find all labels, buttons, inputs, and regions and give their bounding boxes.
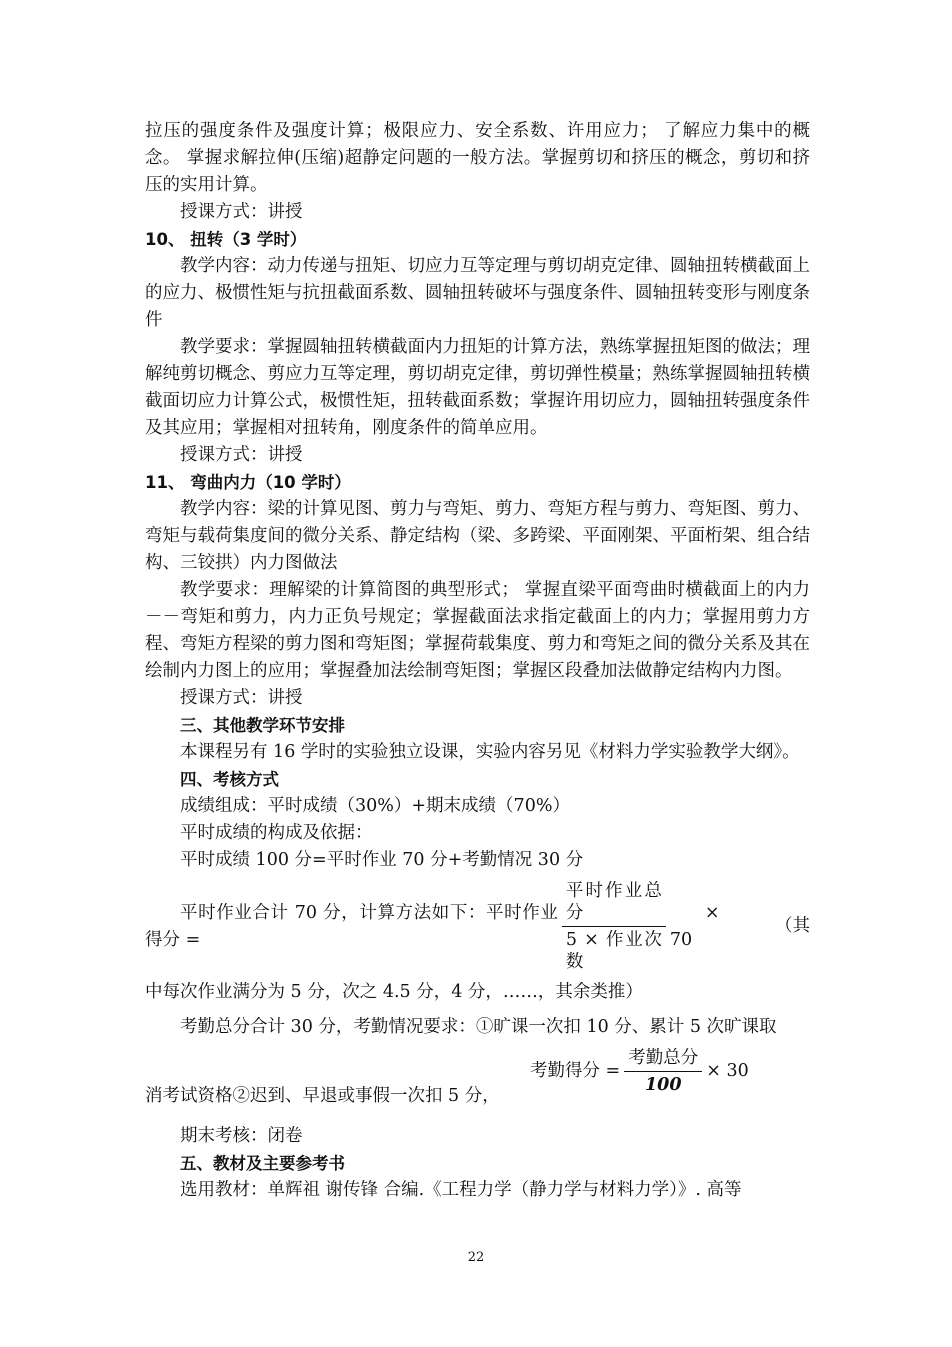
grade-composition: 成绩组成：平时成绩（30%）+期末成绩（70%） bbox=[180, 796, 570, 816]
page-number: 22 bbox=[467, 1250, 485, 1265]
paragraph-tension: 拉压的强度条件及强度计算；极限应力、安全系数、许用应力； 了解应力集中的概念。 掌握求解拉伸(压缩)超静定问题的一般方法。掌握剪切和挤压的概念，剪切和挤压的实用计算。 bbox=[145, 121, 810, 195]
teaching-method: 授课方式：讲授 bbox=[180, 202, 303, 222]
homework-denominator: 5 × 作业次数 bbox=[565, 930, 662, 972]
homework-formula-suffix: （其 bbox=[775, 916, 810, 936]
homework-continuation: 中每次作业满分为 5 分，次之 4.5 分，4 分，……，其余类推） bbox=[145, 982, 643, 1002]
attendance-multiplier: × 30 bbox=[706, 1061, 749, 1081]
document-body bbox=[145, 118, 810, 1204]
other-arrangements: 本课程另有 16 学时的实验独立设课，实验内容另见《材料力学实验教学大纲》。 bbox=[180, 742, 800, 762]
homework-multiplier: × 70 bbox=[669, 902, 720, 950]
teaching-method: 授课方式：讲授 bbox=[180, 445, 303, 465]
bending-content: 教学内容：梁的计算见图、剪力与弯矩、剪力、弯矩方程与剪力、弯矩图、剪力、弯矩与载荷集度间的微分关系、静定结构（梁、多跨梁、平面刚架、平面桁架、组合结构、三铰拱）内力图做法 bbox=[145, 499, 810, 573]
attendance-denominator: 100 bbox=[644, 1075, 682, 1095]
attendance-fraction bbox=[624, 1047, 702, 1096]
section-heading-textbooks: 五、教材及主要参考书 bbox=[180, 1154, 345, 1173]
textbook: 选用教材：单辉祖 谢传锋 合编.《工程力学（静力学与材料力学）》. 高等 bbox=[180, 1180, 742, 1200]
grade-formula: 平时成绩 100 分=平时作业 70 分+考勤情况 30 分 bbox=[180, 850, 584, 870]
section-heading-assessment: 四、考核方式 bbox=[180, 770, 279, 789]
section-heading-other: 三、其他教学环节安排 bbox=[180, 716, 345, 735]
section-heading-torsion: 10、 扭转（3 学时） bbox=[145, 230, 307, 249]
torsion-content: 教学内容：动力传递与扭矩、切应力互等定理与剪切胡克定律、圆轴扭转横截面上的应力、极惯性矩与抗扭截面系数、圆轴扭转破坏与强度条件、圆轴扭转变形与刚度条件 bbox=[145, 256, 810, 330]
section-heading-bending: 11、 弯曲内力（10 学时） bbox=[145, 473, 351, 492]
attendance-rules: 考勤总分合计 30 分，考勤情况要求：①旷课一次扣 10 分、累计 5 次旷课取 bbox=[180, 1017, 777, 1037]
final-exam: 期末考核：闭卷 bbox=[180, 1126, 303, 1146]
homework-formula-prefix: 平时作业合计 70 分，计算方法如下：平时作业得分 = bbox=[145, 902, 558, 950]
bending-requirements: 教学要求：理解梁的计算简图的典型形式； 掌握直梁平面弯曲时横截面上的内力－－弯矩和剪力，内力正负号规定；掌握截面法求指定截面上的内力；掌握用剪力方程、弯矩方程梁的剪力图和弯矩图；掌握荷载集度、剪力和弯矩之间的微分关系及其在绘制内力图上的应用；掌握叠加法绘制弯矩图；掌握区段叠加法做静定结构内力图。 bbox=[145, 580, 810, 681]
grade-basis: 平时成绩的构成及依据： bbox=[180, 823, 373, 843]
attendance-numerator: 考勤总分 bbox=[624, 1047, 702, 1072]
attendance-rules-continued: 消考试资格②迟到、早退或事假一次扣 5 分， bbox=[145, 1086, 500, 1106]
torsion-requirements: 教学要求：掌握圆轴扭转横截面内力扭矩的计算方法，熟练掌握扭矩图的做法；理解纯剪切概念、剪应力互等定理，剪切胡克定律，剪切弹性模量；熟练掌握圆轴扭转横截面切应力计算公式，极惯性矩，扭转截面系数；掌握许用切应力，圆轴扭转强度条件及其应用；掌握相对扭转角，刚度条件的简单应用。 bbox=[145, 337, 810, 438]
attendance-formula bbox=[530, 1047, 749, 1096]
attendance-formula-prefix: 考勤得分 = bbox=[530, 1061, 621, 1081]
homework-formula bbox=[145, 880, 810, 973]
homework-fraction bbox=[562, 880, 666, 973]
attendance-formula-block bbox=[145, 1047, 810, 1115]
teaching-method: 授课方式：讲授 bbox=[180, 688, 303, 708]
homework-numerator: 平时作业总分 bbox=[562, 880, 666, 927]
